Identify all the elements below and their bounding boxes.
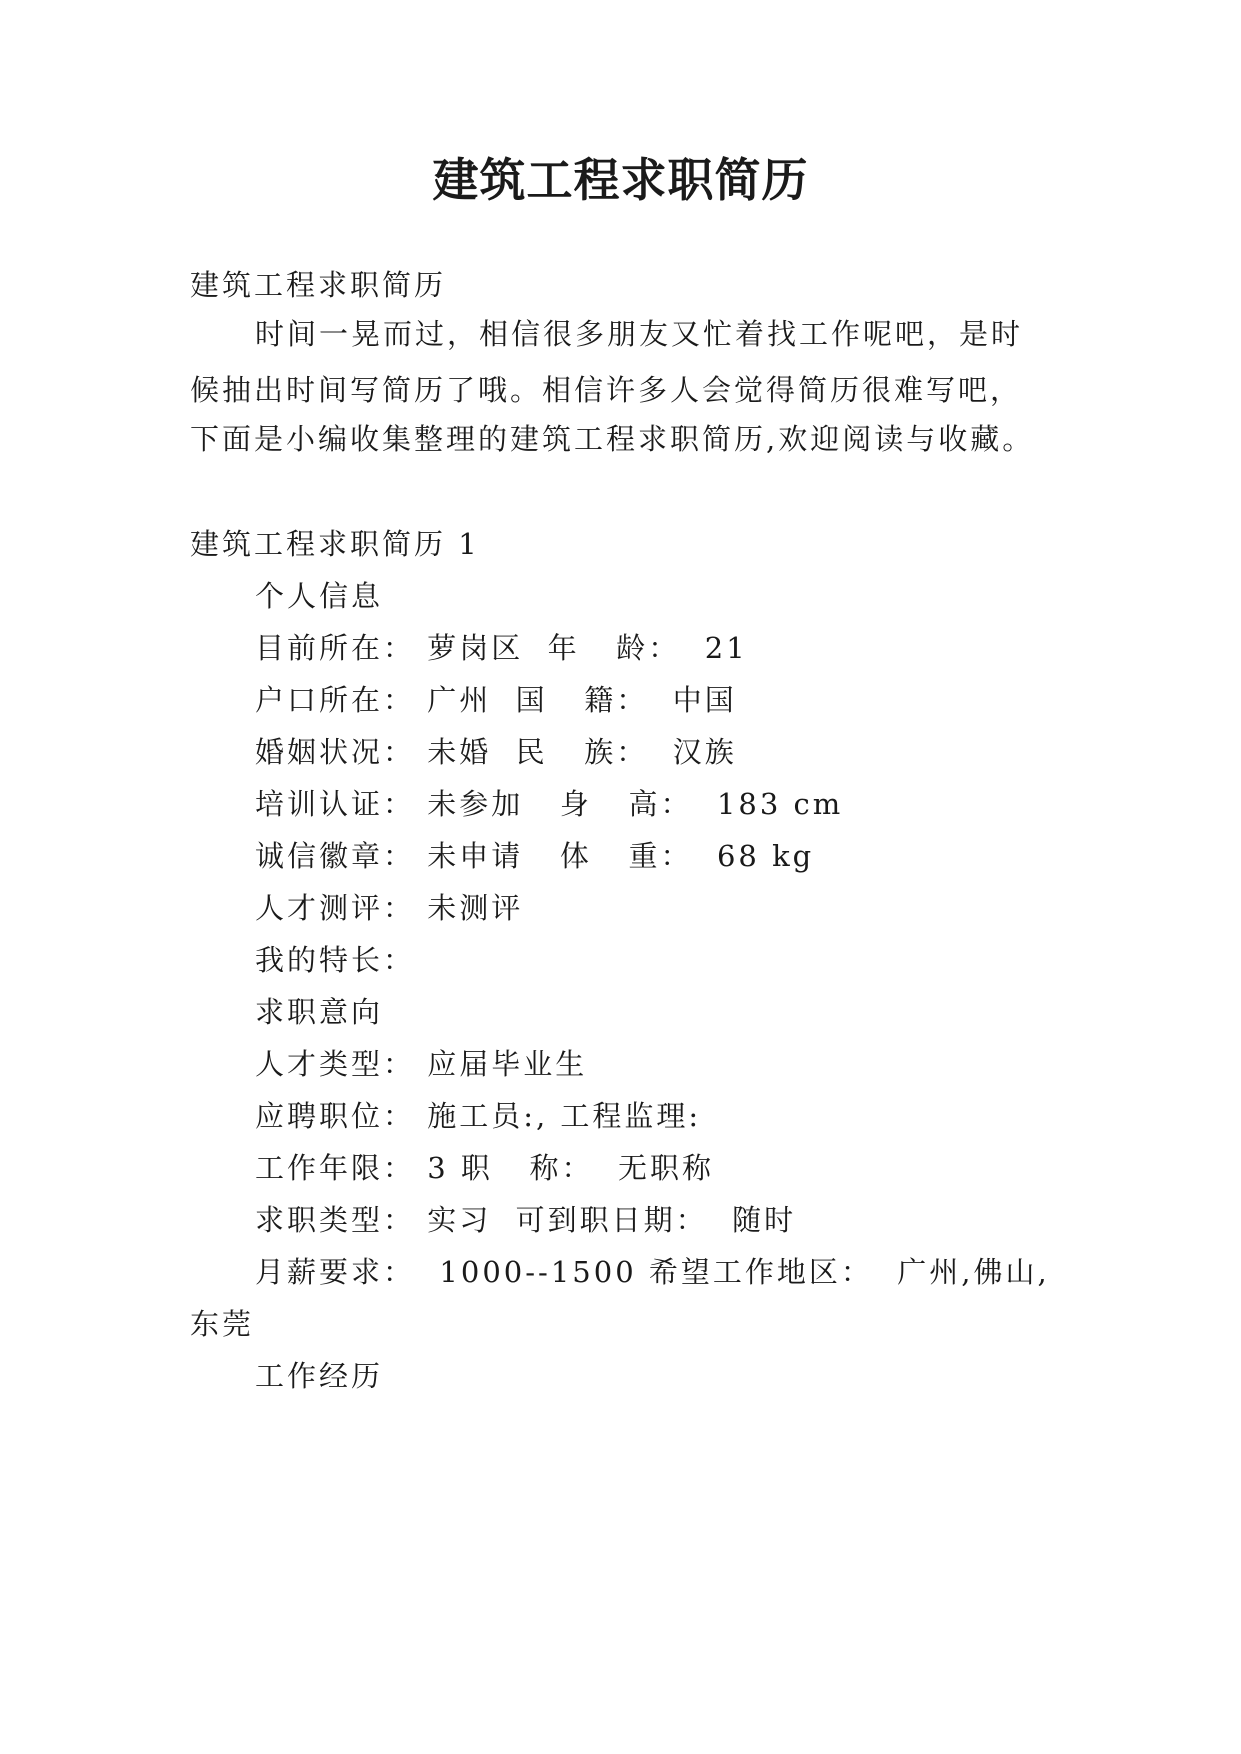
info-row: 婚姻状况： 未婚 民 族： 汉族 [255, 735, 737, 769]
intro-line-1: 时间一晃而过，相信很多朋友又忙着找工作呢吧，是时 [255, 317, 1024, 351]
info-row: 培训认证： 未参加 身 高： 183 cm [255, 787, 844, 821]
info-row: 目前所在： 萝岗区 年 龄： 21 [255, 631, 748, 665]
document-title: 建筑工程求职简历 [432, 153, 809, 207]
info-row-wrap: 东莞 [190, 1307, 255, 1341]
info-row: 诚信徽章： 未申请 体 重： 68 kg [255, 839, 815, 873]
info-row: 我的特长： [255, 943, 416, 977]
info-row: 应聘职位： 施工员:, 工程监理: [255, 1099, 702, 1133]
info-row: 求职类型： 实习 可到职日期： 随时 [255, 1203, 797, 1237]
personal-info-heading: 个人信息 [255, 579, 384, 613]
job-intent-heading: 求职意向 [255, 995, 384, 1029]
work-experience-heading: 工作经历 [255, 1359, 384, 1393]
info-row: 户口所在： 广州 国 籍： 中国 [255, 683, 737, 717]
resume-heading: 建筑工程求职简历 1 [190, 527, 480, 561]
intro-line-2: 候抽出时间写简历了哦。相信许多人会觉得简历很难写吧， [190, 373, 1023, 407]
info-row: 工作年限： 3 职 称： 无职称 [255, 1151, 714, 1185]
info-row: 人才类型： 应届毕业生 [255, 1047, 588, 1081]
intro-line-3: 下面是小编收集整理的建筑工程求职简历,欢迎阅读与收藏。 [190, 422, 1035, 456]
info-row: 人才测评： 未测评 [255, 891, 524, 925]
section-heading: 建筑工程求职简历 [190, 268, 447, 302]
info-row: 月薪要求： 1000--1500 希望工作地区： 广州,佛山, [255, 1255, 1050, 1289]
